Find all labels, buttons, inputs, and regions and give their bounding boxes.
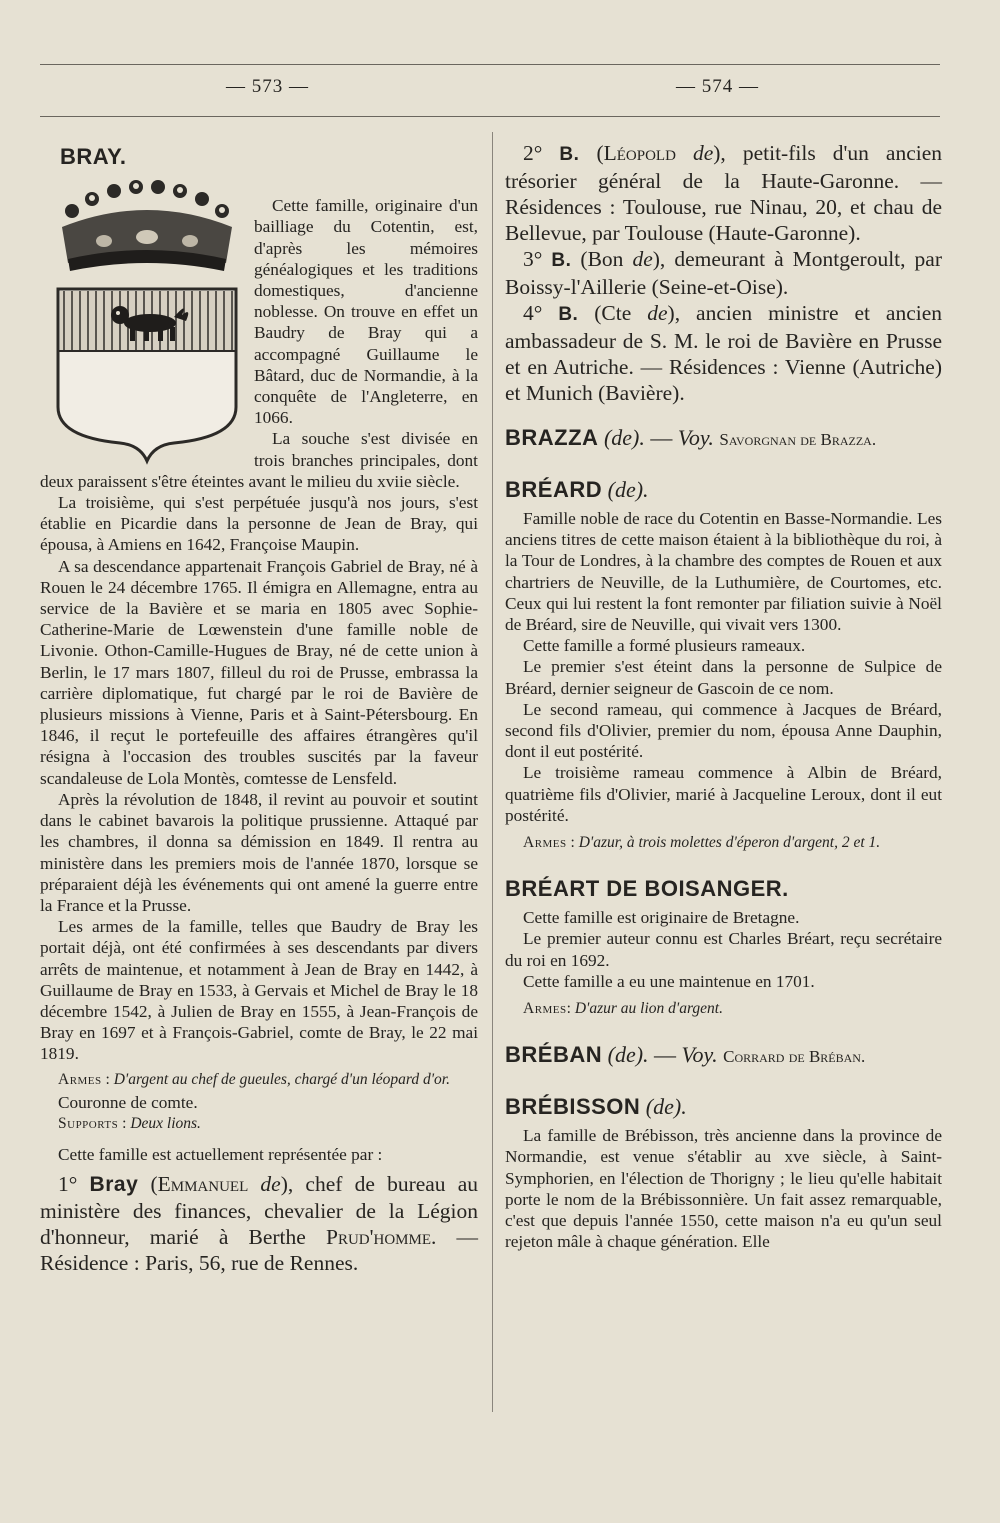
armes-blazon: D'argent au chef de gueules, chargé d'un léopard d'or. <box>113 1070 450 1088</box>
supports-label: Supports <box>58 1114 119 1132</box>
bray-paragraph: Les armes de la famille, telles que Baudry de Bray les portait déjà, ont été confirmées à ses descendants par divers arrêts de maintenue, et notamment à Jean de Bray en 1442, à Guillaume de Bray en 1533, à Gervais et Michel de Bray le 18 décembre 1542, à Julien de Bray en 1555, à Jean-François de Bray en 1697 et à François-Gabriel, comte de Bray, le 22 mai 1819. <box>40 917 478 1064</box>
member-1: 1° Bray (Emmanuel de), chef de bureau au ministère des finances, chevalier de la Légion d'honneur, marié à Berthe Prud'homme. — Résidence : Paris, 56, rue de Rennes. <box>40 1172 479 1276</box>
armes-label: Armes <box>58 1070 102 1088</box>
cross-reference: Corrard de Bréban. <box>723 1047 866 1067</box>
member-3: 3° B. (Bon de), demeurant à Montgeroult, par Boissy-l'Aillerie (Seine-et-Oise). <box>505 247 942 299</box>
bray-paragraph: La troisième, qui s'est perpétuée jusqu'à nos jours, s'est établie en Picardie dans la personne de Jean de Bray, qui épousa, à Amiens en 1642, Françoise Maupin. <box>40 493 478 555</box>
member-1-name: Bray <box>89 1173 139 1197</box>
column-separator <box>492 132 493 1412</box>
entry-title-brazza: BRAZZA (de). — Voy. Savorgnan de Brazza. <box>505 425 877 450</box>
breart-paragraph: Cette famille a eu une maintenue en 1701. <box>523 971 815 991</box>
member-2: 2° B. (Léopold de), petit-fils d'un ancien trésorier général de la Haute-Garonne. — Résidences : Toulouse, rue Ninau, 20, et chau de Bellevue, par Toulouse (Haute-Garonne). <box>505 141 943 245</box>
page-number-left: — 573 — <box>226 76 309 97</box>
entry-title-breban: BRÉBAN (de). — Voy. Corrard de Bréban. <box>505 1042 866 1068</box>
bray-armes: Armes : D'argent au chef de gueules, chargé d'un léopard d'or. <box>58 1070 450 1088</box>
brebisson-paragraph: La famille de Brébisson, très ancienne dans la province de Normandie, est venue s'établir au xve siècle, à Saint-Symphorien, en l'élection de Thorigny ; le lieu qu'elle habitait porte le nom de la Brébissonnière. Un fait assez remarquable, c'est que depuis l'année 1550, cette maison n'a eu qu'un seul rejeton mâle à chaque génération. Elle <box>505 1126 942 1252</box>
breard-paragraph: Le troisième rameau commence à Albin de Bréard, quatrième fils d'Olivier, marié à Jacqueline Leroux, dont il eut postérité. <box>505 763 942 825</box>
breard-paragraph: Le premier s'est éteint dans la personne de Sulpice de Bréard, dernier seigneur de Gascoin de ce nom. <box>505 657 942 698</box>
bray-paragraph: Cette famille, originaire d'un bailliage du Cotentin, est, d'après les mémoires généalogiques et les traditions domestiques, d'ancienne noblesse. On trouve en effet un Baudry de Bray qui a accompagné Guillaume le Bâtard, duc de Normandie, à la conquête de l'Angleterre, en 1066. <box>254 196 478 428</box>
entry-title-breart: BRÉART DE BOISANGER. <box>505 876 789 902</box>
top-rule <box>40 64 940 65</box>
right-column <box>505 140 942 1252</box>
header-rule <box>40 116 940 117</box>
bray-represented: Cette famille est actuellement représentée par : <box>58 1145 383 1165</box>
entry-title-bray: BRAY. <box>60 144 127 169</box>
breart-paragraph: Le premier auteur connu est Charles Bréart, reçu secrétaire du roi en 1692. <box>505 929 942 970</box>
entry-title-breard: BRÉARD (de). <box>505 477 649 502</box>
bray-paragraph: Après la révolution de 1848, il revint au pouvoir et soutint dans le cabinet bavarois la politique prussienne. Attaqué par les chambres, il donna sa démission en 1849. Il rentra au ministère dans les premiers mois de l'année 1870, lorsque se préparaient déjà les événements qui ont amené la guerre entre la France et la Prusse. <box>40 789 478 915</box>
crowned-shield-icon <box>54 175 240 465</box>
breard-armes: Armes : D'azur, à trois molettes d'éperon d'argent, 2 et 1. <box>523 834 881 852</box>
left-column <box>40 140 478 1276</box>
bray-couronne: Couronne de comte. <box>58 1092 198 1112</box>
member-4: 4° B. (Cte de), ancien ministre et ancien ambassadeur de S. M. le roi de Bavière en Prusse et en Autriche. — Résidences : Vienne (Autriche) et Munich (Bavière). <box>505 301 943 405</box>
cross-reference: Savorgnan de Brazza. <box>719 430 877 449</box>
page-number-right: — 574 — <box>676 76 759 97</box>
bray-supports: Supports : Deux lions. <box>58 1114 201 1132</box>
bray-paragraph: A sa descendance appartenait François Gabriel de Bray, né à Rouen le 24 décembre 1765. Il émigra en Allemagne, entra au service de la Bavière et se maria en 1805 avec Sophie-Catherine-Marie de Lœwenstein d'une famille noble de Livonie. Othon-Camille-Hugues de Bray, né de cette union à Berlin, le 17 mars 1807, filleul du roi de Prusse, embrassa la carrière diplomatique, fut chargé par le roi de Bavière de plusieurs missions à Vienne, Paris et à Saint-Pétersbourg. En 1846, il reçut le portefeuille des affaires étrangères qu'il résigna à l'occasion des troubles suscités par la faveur scandaleuse de Lola Montès, comtesse de Lensfeld. <box>40 556 478 788</box>
bray-paragraph: La souche s'est divisée en trois branches principales, dont deux paraissent s'être éteintes avant le milieu du xviie siècle. <box>40 429 478 491</box>
breart-armes: Armes: D'azur au lion d'argent. <box>523 1000 723 1018</box>
entry-title-brebisson: BRÉBISSON (de). <box>505 1094 687 1120</box>
breart-paragraph: Cette famille est originaire de Bretagne. <box>523 908 800 928</box>
breard-paragraph: Cette famille a formé plusieurs rameaux. <box>523 636 806 656</box>
supports-text: Deux lions. <box>130 1114 201 1132</box>
coat-of-arms-icon <box>54 175 240 465</box>
breard-paragraph: Famille noble de race du Cotentin en Basse-Normandie. Les anciens titres de cette maison étaient à la bibliothèque du roi, à la Tour de Londres, à la chambre des comptes de Rouen et aux chartriers de Neuville, de la Luthumière, de Courtomes, etc. Ceux qui lui restent la font remonter par filiation suivie à Noël de Bréard, sire de Neuville, qui vivait vers 1300. <box>505 509 942 635</box>
breard-paragraph: Le second rameau, qui commence à Jacques de Bréard, second fils d'Olivier, premier du nom, épousa Anne Dauphin, dont il eut postérité. <box>505 699 942 762</box>
